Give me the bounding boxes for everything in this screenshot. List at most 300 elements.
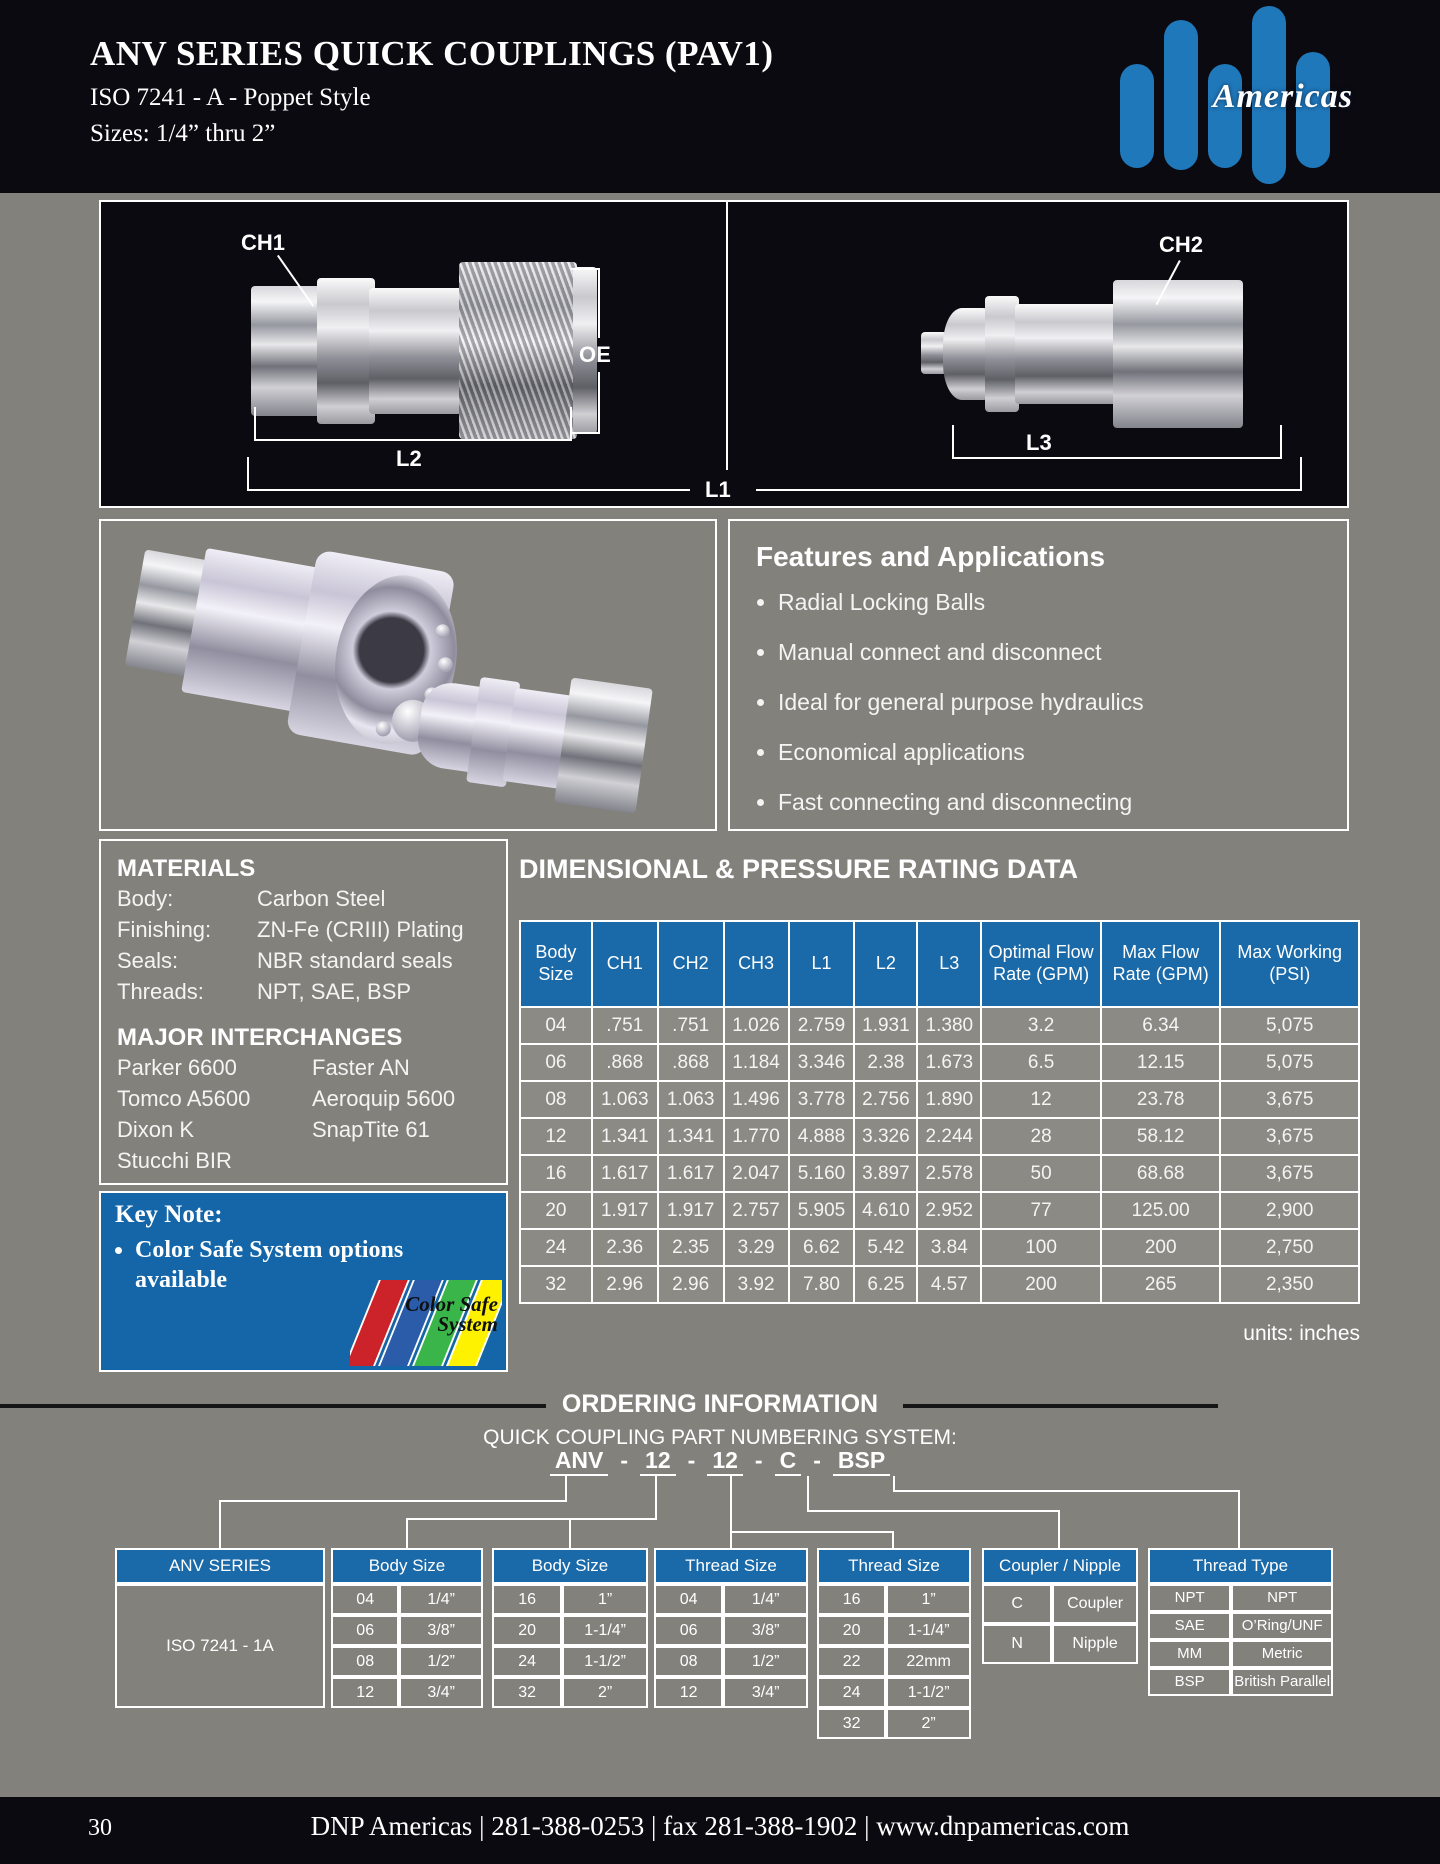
connector-line: [569, 1518, 571, 1548]
features-title: Features and Applications: [756, 541, 1106, 572]
connector-line: [1058, 1510, 1060, 1548]
ordering-value-cell: Metric: [1231, 1640, 1333, 1668]
l1-bracket-left: [247, 457, 249, 491]
ordering-code-cell: 32: [492, 1677, 562, 1708]
coupler-photo: [251, 262, 616, 439]
materials-row-label: Threads:: [117, 979, 204, 1004]
dim-table-cell: 3.778: [789, 1081, 855, 1118]
ordering-table-header: Thread Size: [654, 1548, 808, 1584]
l2-bracket-bottom: [254, 439, 572, 441]
l2-bracket-left: [254, 407, 256, 441]
dim-table-cell: 28: [981, 1118, 1101, 1155]
dim-table-cell: 7.80: [789, 1266, 855, 1303]
color-safe-line1: Color Safe: [405, 1292, 498, 1316]
connector-line: [406, 1518, 408, 1548]
dim-table-cell: 200: [981, 1266, 1101, 1303]
ordering-value-cell: 3/8”: [399, 1615, 483, 1646]
label-l2: L2: [396, 446, 422, 471]
dim-table-cell: 77: [981, 1192, 1101, 1229]
feature-item: • Fast connecting and disconnecting: [778, 789, 1347, 816]
ordering-table-row: [331, 1646, 483, 1677]
ordering-value-cell: 3/4”: [399, 1677, 483, 1708]
dim-table-cell: 1.917: [592, 1192, 658, 1229]
dim-table-cell: 3.346: [789, 1044, 855, 1081]
dim-table-cell: 20: [520, 1192, 592, 1229]
ordering-value-cell: 1”: [562, 1584, 648, 1615]
ordering-value-cell: NPT: [1231, 1584, 1333, 1612]
ordering-code-cell: 16: [817, 1584, 886, 1615]
materials-row-label: Finishing:: [117, 917, 212, 942]
ordering-table-row: [817, 1615, 971, 1646]
l3-bracket-left: [952, 425, 954, 459]
dim-table-cell: .751: [592, 1007, 658, 1044]
dim-table-row: [520, 1007, 1359, 1044]
dim-table-cell: 2.578: [917, 1155, 981, 1192]
label-l3: L3: [1026, 430, 1052, 455]
interchanges-title: MAJOR INTERCHANGES: [117, 1024, 403, 1051]
materials-row-value: Carbon Steel: [257, 886, 386, 911]
dim-table-cell: 3.897: [854, 1155, 917, 1192]
dimensional-table: [519, 920, 1360, 1304]
dim-table-cell: 1.341: [658, 1118, 724, 1155]
oe-tick-bottom: [571, 432, 600, 434]
interchange-name: Stucchi BIR: [117, 1148, 232, 1173]
interchange-name: Faster AN: [312, 1055, 410, 1080]
dim-table-cell: 265: [1101, 1266, 1221, 1303]
ordering-subtitle: QUICK COUPLING PART NUMBERING SYSTEM:: [483, 1426, 957, 1449]
dim-table-cell: 200: [1101, 1229, 1221, 1266]
ordering-value-cell: Coupler: [1052, 1584, 1138, 1624]
coupler-body: [369, 288, 465, 414]
ordering-table-row: [654, 1584, 808, 1615]
ordering-code-cell: 16: [492, 1584, 562, 1615]
connector-line: [730, 1531, 894, 1533]
label-oe: OE: [579, 342, 611, 367]
dim-table-cell: 12: [981, 1081, 1101, 1118]
ordering-table-header: Body Size: [331, 1548, 483, 1584]
coupler-neck: [317, 278, 375, 424]
ordering-code-cell: 20: [492, 1615, 562, 1646]
key-note-title: Key Note:: [115, 1201, 223, 1228]
dim-table-cell: 5,075: [1220, 1007, 1359, 1044]
ordering-value-cell: 2”: [562, 1677, 648, 1708]
ordering-code-cell: 04: [654, 1584, 723, 1615]
dim-table-cell: 50: [981, 1155, 1101, 1192]
materials-row-value: NBR standard seals: [257, 948, 453, 973]
ordering-table-thread-size-large: [817, 1548, 971, 1739]
dim-table-cell: 3.29: [724, 1229, 789, 1266]
dim-table-cell: 2.757: [724, 1192, 789, 1229]
dim-table-header-cell: L1: [789, 921, 855, 1007]
ordering-value-cell: 2”: [886, 1708, 971, 1739]
ordering-table-header: Thread Size: [817, 1548, 971, 1584]
dim-table-cell: 3,675: [1220, 1118, 1359, 1155]
ordering-table-body-size-small: [331, 1548, 483, 1708]
dim-table-header-cell: CH3: [724, 921, 789, 1007]
features-list: [778, 589, 1347, 816]
dim-table-cell: 2.759: [789, 1007, 855, 1044]
connector-line: [892, 1531, 894, 1548]
page-subtitle-standard: ISO 7241 - A - Poppet Style: [90, 84, 371, 111]
connector-line: [807, 1476, 809, 1512]
l1-line-b: [756, 489, 1302, 491]
ordering-value-cell: 1/4”: [723, 1584, 808, 1615]
part-number: [460, 1447, 980, 1476]
connector-line: [219, 1500, 221, 1548]
dnp-logo-brand-text: Americas: [1212, 78, 1353, 115]
ordering-table-row: [331, 1584, 483, 1615]
dim-table-cell: 6.34: [1101, 1007, 1221, 1044]
coupler-sleeve: [459, 262, 577, 439]
dim-table-row: [520, 1192, 1359, 1229]
materials-row: [117, 914, 506, 945]
ordering-table-row: [817, 1646, 971, 1677]
connector-line: [406, 1518, 657, 1520]
feature-item: • Manual connect and disconnect: [778, 639, 1347, 666]
ordering-table-row: [817, 1584, 971, 1615]
ordering-table-row: [1148, 1612, 1333, 1640]
dim-table-header-cell: Max Working (PSI): [1220, 921, 1359, 1007]
nipple-hex: [1113, 280, 1243, 428]
l2-bracket-right: [570, 407, 572, 441]
ordering-table-row: [492, 1677, 648, 1708]
panel-divider: [726, 202, 728, 470]
part-number-segment: 12: [640, 1447, 676, 1476]
materials-panel: [99, 839, 508, 1185]
dim-table-cell: 2,900: [1220, 1192, 1359, 1229]
ordering-table-row: [1148, 1584, 1333, 1612]
dim-table-cell: 2.047: [724, 1155, 789, 1192]
ordering-table-row: [1148, 1640, 1333, 1668]
materials-title: MATERIALS: [117, 855, 256, 882]
dim-table-cell: 08: [520, 1081, 592, 1118]
dim-table-cell: 1.063: [592, 1081, 658, 1118]
feature-item: • Economical applications: [778, 739, 1347, 766]
part-number-separator: -: [754, 1447, 763, 1473]
dim-table-header-cell: Body Size: [520, 921, 592, 1007]
ordering-code-cell: 24: [492, 1646, 562, 1677]
page-number: 30: [88, 1815, 112, 1841]
label-ch2: CH2: [1159, 232, 1204, 257]
connector-line: [730, 1476, 732, 1548]
dim-table-cell: 125.00: [1101, 1192, 1221, 1229]
nipple-photo: [921, 274, 1261, 434]
ordering-table-series: [115, 1548, 325, 1708]
ordering-table-row: [654, 1615, 808, 1646]
materials-row-value: NPT, SAE, BSP: [257, 979, 412, 1004]
materials-row: [117, 976, 506, 1007]
features-panel: [728, 519, 1349, 831]
interchange-name: Aeroquip 5600: [312, 1086, 456, 1111]
ordering-table-row: [982, 1624, 1138, 1664]
dim-table-cell: 3,675: [1220, 1155, 1359, 1192]
ordering-value-cell: 1-1/4”: [562, 1615, 648, 1646]
dim-table-header-cell: CH1: [592, 921, 658, 1007]
ordering-table-row: [654, 1677, 808, 1708]
dim-table-cell: 2,750: [1220, 1229, 1359, 1266]
label-l1: L1: [705, 477, 731, 502]
dim-table-cell: 2.36: [592, 1229, 658, 1266]
dim-table-cell: 24: [520, 1229, 592, 1266]
ordering-table-row: [1148, 1668, 1333, 1696]
interchange-row: [117, 1114, 506, 1145]
dim-table-cell: .751: [658, 1007, 724, 1044]
ordering-code-cell: 08: [654, 1646, 723, 1677]
ordering-title: ORDERING INFORMATION: [561, 1390, 879, 1418]
dim-table-cell: 2.96: [658, 1266, 724, 1303]
dim-table-cell: 1.617: [658, 1155, 724, 1192]
connector-line: [655, 1476, 657, 1520]
dim-table-cell: 3.326: [854, 1118, 917, 1155]
dim-table-cell: 1.890: [917, 1081, 981, 1118]
ordering-value-cell: 1/2”: [399, 1646, 483, 1677]
interchange-row: [117, 1052, 506, 1083]
interchange-name: Dixon K: [117, 1117, 195, 1142]
interchange-name: Tomco A5600: [117, 1086, 251, 1111]
page-title: ANV SERIES QUICK COUPLINGS (PAV1): [90, 34, 774, 73]
dim-table-row: [520, 1266, 1359, 1303]
header-band: [0, 0, 1440, 193]
l3-bracket-right: [1280, 425, 1282, 459]
part-number-separator: -: [687, 1447, 696, 1473]
dim-table-cell: 68.68: [1101, 1155, 1221, 1192]
dim-table-cell: 1.673: [917, 1044, 981, 1081]
materials-row: [117, 945, 506, 976]
dim-table-cell: 2.952: [917, 1192, 981, 1229]
ordering-code-cell: 20: [817, 1615, 886, 1646]
ordering-code-cell: MM: [1148, 1640, 1231, 1668]
dim-table-row: [520, 1229, 1359, 1266]
dim-table-cell: 04: [520, 1007, 592, 1044]
ordering-table-row: [982, 1584, 1138, 1624]
nipple-render: [383, 654, 659, 819]
ordering-code-cell: 08: [331, 1646, 399, 1677]
dim-table-cell: 2.38: [854, 1044, 917, 1081]
materials-rows: [117, 883, 506, 1007]
connector-line: [565, 1476, 567, 1502]
ordering-value-cell: Nipple: [1052, 1624, 1138, 1664]
ordering-value-cell: 3/8”: [723, 1615, 808, 1646]
dim-table-cell: 12.15: [1101, 1044, 1221, 1081]
dim-table-cell: 6.5: [981, 1044, 1101, 1081]
interchange-name: Parker 6600: [117, 1055, 237, 1080]
dim-table-cell: 16: [520, 1155, 592, 1192]
materials-row: [117, 883, 506, 914]
product-render-panel: [99, 519, 717, 831]
dim-table-cell: 5.160: [789, 1155, 855, 1192]
units-note: units: inches: [1243, 1322, 1360, 1345]
part-number-segment: BSP: [833, 1447, 890, 1476]
dim-table-cell: 4.57: [917, 1266, 981, 1303]
ordering-value-cell: 1/2”: [723, 1646, 808, 1677]
interchange-row: [117, 1083, 506, 1114]
dim-table-cell: 2.35: [658, 1229, 724, 1266]
ordering-code-cell: 06: [654, 1615, 723, 1646]
dim-table-cell: 4.610: [854, 1192, 917, 1229]
ordering-code-cell: NPT: [1148, 1584, 1231, 1612]
dim-table-cell: .868: [592, 1044, 658, 1081]
dim-table-header-cell: CH2: [658, 921, 724, 1007]
ordering-code-cell: 04: [331, 1584, 399, 1615]
ordering-value-cell: O’Ring/UNF: [1231, 1612, 1333, 1640]
dim-table-cell: 3.84: [917, 1229, 981, 1266]
feature-item: • Radial Locking Balls: [778, 589, 1347, 616]
connector-line: [219, 1500, 567, 1502]
dnp-logo-bar: [1120, 64, 1154, 168]
label-ch1: CH1: [241, 230, 286, 255]
ordering-table-coupler-nipple: [982, 1548, 1138, 1664]
part-number-separator: -: [813, 1447, 821, 1473]
part-number-segment: ANV: [550, 1447, 609, 1476]
dim-table-header-cell: L3: [917, 921, 981, 1007]
ordering-table-header: ANV SERIES: [115, 1548, 325, 1584]
connector-line: [1238, 1490, 1240, 1548]
dim-table-cell: 3,675: [1220, 1081, 1359, 1118]
dnp-logo-bar: [1164, 20, 1198, 170]
dim-table-cell: 1.770: [724, 1118, 789, 1155]
ordering-value-cell: 1-1/2”: [886, 1677, 971, 1708]
nipple-render-hex: [554, 677, 653, 813]
l1-bracket-right: [1300, 457, 1302, 491]
ordering-table-body-size-large: [492, 1548, 648, 1708]
ordering-value-cell: British Parallel: [1231, 1668, 1333, 1696]
ordering-code-cell: BSP: [1148, 1668, 1231, 1696]
footer-band: [0, 1797, 1440, 1864]
dim-table-cell: 6.62: [789, 1229, 855, 1266]
ordering-table-row: [331, 1677, 483, 1708]
dim-table-header-cell: Optimal Flow Rate (GPM): [981, 921, 1101, 1007]
dim-table-cell: 6.25: [854, 1266, 917, 1303]
dim-table-cell: 2.96: [592, 1266, 658, 1303]
interchange-name: SnapTite 61: [312, 1117, 430, 1142]
spacer: [117, 1007, 506, 1024]
dnp-logo: [1120, 6, 1355, 184]
ordering-code-cell: 12: [331, 1677, 399, 1708]
dim-table-header-cell: Max Flow Rate (GPM): [1101, 921, 1221, 1007]
ordering-value-cell: 22mm: [886, 1646, 971, 1677]
l1-line-a: [247, 489, 690, 491]
ordering-code-cell: C: [982, 1584, 1052, 1624]
ordering-table-thread-size-small: [654, 1548, 808, 1708]
dim-table-header-row: [520, 921, 1359, 1007]
dim-table-cell: 2,350: [1220, 1266, 1359, 1303]
color-safe-logo: [350, 1280, 502, 1366]
dim-table-cell: 06: [520, 1044, 592, 1081]
ordering-table-header: Coupler / Nipple: [982, 1548, 1138, 1584]
ordering-table-row: [817, 1677, 971, 1708]
oe-tick-top: [571, 268, 600, 270]
key-note-box: [99, 1191, 508, 1372]
dim-table-row: [520, 1155, 1359, 1192]
color-safe-line2: System: [437, 1312, 498, 1336]
ordering-table-row: [817, 1708, 971, 1739]
connector-line: [893, 1490, 1240, 1492]
ordering-code-cell: 12: [654, 1677, 723, 1708]
ordering-table-row: [492, 1584, 648, 1615]
dim-table-cell: 2.244: [917, 1118, 981, 1155]
dim-table-cell: 3.2: [981, 1007, 1101, 1044]
ordering-table-header: Thread Type: [1148, 1548, 1333, 1584]
dim-table-cell: 1.917: [658, 1192, 724, 1229]
materials-row-label: Seals:: [117, 948, 179, 973]
dim-table-header-cell: L2: [854, 921, 917, 1007]
oe-dim-line-bottom: [598, 372, 600, 434]
dim-table-row: [520, 1081, 1359, 1118]
dim-table-cell: 5,075: [1220, 1044, 1359, 1081]
ordering-code-cell: 22: [817, 1646, 886, 1677]
dim-table-cell: 5.42: [854, 1229, 917, 1266]
ordering-value-cell: 1-1/2”: [562, 1646, 648, 1677]
dim-table-cell: 1.063: [658, 1081, 724, 1118]
dim-table-row: [520, 1118, 1359, 1155]
ordering-value-cell: 3/4”: [723, 1677, 808, 1708]
dim-table-cell: 58.12: [1101, 1118, 1221, 1155]
dim-table-cell: 2.756: [854, 1081, 917, 1118]
dim-table-cell: .868: [658, 1044, 724, 1081]
dim-table-cell: 4.888: [789, 1118, 855, 1155]
dimensional-data-title: DIMENSIONAL & PRESSURE RATING DATA: [519, 854, 1079, 884]
ordering-table-header: Body Size: [492, 1548, 648, 1584]
ordering-table-row: [654, 1646, 808, 1677]
part-number-segment: C: [775, 1447, 802, 1476]
ordering-value-cell: 1/4”: [399, 1584, 483, 1615]
ordering-code-cell: SAE: [1148, 1612, 1231, 1640]
dim-table-cell: 5.905: [789, 1192, 855, 1229]
dim-table-cell: 1.184: [724, 1044, 789, 1081]
connector-line: [807, 1510, 1060, 1512]
oe-dim-line-top: [598, 268, 600, 338]
dim-table-cell: 1.380: [917, 1007, 981, 1044]
part-number-separator: -: [620, 1447, 629, 1473]
dimension-photo-panel: [99, 200, 1349, 508]
dim-table-cell: 3.92: [724, 1266, 789, 1303]
ordering-code-cell: 32: [817, 1708, 886, 1739]
l3-bracket-bottom: [952, 457, 1282, 459]
ordering-table-thread-type: [1148, 1548, 1333, 1696]
ordering-table-value: ISO 7241 - 1A: [115, 1584, 325, 1708]
materials-row-value: ZN-Fe (CRIII) Plating: [257, 917, 464, 942]
dim-table-cell: 32: [520, 1266, 592, 1303]
dim-table-cell: 23.78: [1101, 1081, 1221, 1118]
color-safe-logo-text: [405, 1294, 498, 1334]
dim-table-cell: 1.341: [592, 1118, 658, 1155]
dim-table-cell: 1.617: [592, 1155, 658, 1192]
ordering-code-cell: 06: [331, 1615, 399, 1646]
nipple-poppet: [943, 308, 991, 400]
materials-row-label: Body:: [117, 886, 174, 911]
feature-item: • Ideal for general purpose hydraulics: [778, 689, 1347, 716]
footer-contact: DNP Americas | 281-388-0253 | fax 281-388-1902 | www.dnpamericas.com: [310, 1811, 1130, 1841]
dim-table-cell: 1.496: [724, 1081, 789, 1118]
page-subtitle-sizes: Sizes: 1/4” thru 2”: [90, 120, 276, 147]
dim-table-cell: 100: [981, 1229, 1101, 1266]
ordering-table-row: [492, 1615, 648, 1646]
ordering-table-row: [331, 1615, 483, 1646]
ordering-value-cell: 1-1/4”: [886, 1615, 971, 1646]
dim-table-row: [520, 1044, 1359, 1081]
ordering-code-cell: N: [982, 1624, 1052, 1664]
nipple-collar: [985, 296, 1019, 412]
key-note-bullet: • Color Safe System options available: [135, 1235, 435, 1295]
nipple-body: [1015, 304, 1119, 404]
dim-table-cell: 1.026: [724, 1007, 789, 1044]
interchanges-rows: [117, 1052, 506, 1176]
ordering-code-cell: 24: [817, 1677, 886, 1708]
dim-table-cell: 12: [520, 1118, 592, 1155]
part-number-segment: 12: [707, 1447, 743, 1476]
interchange-row: [117, 1145, 506, 1176]
dim-table-cell: 1.931: [854, 1007, 917, 1044]
